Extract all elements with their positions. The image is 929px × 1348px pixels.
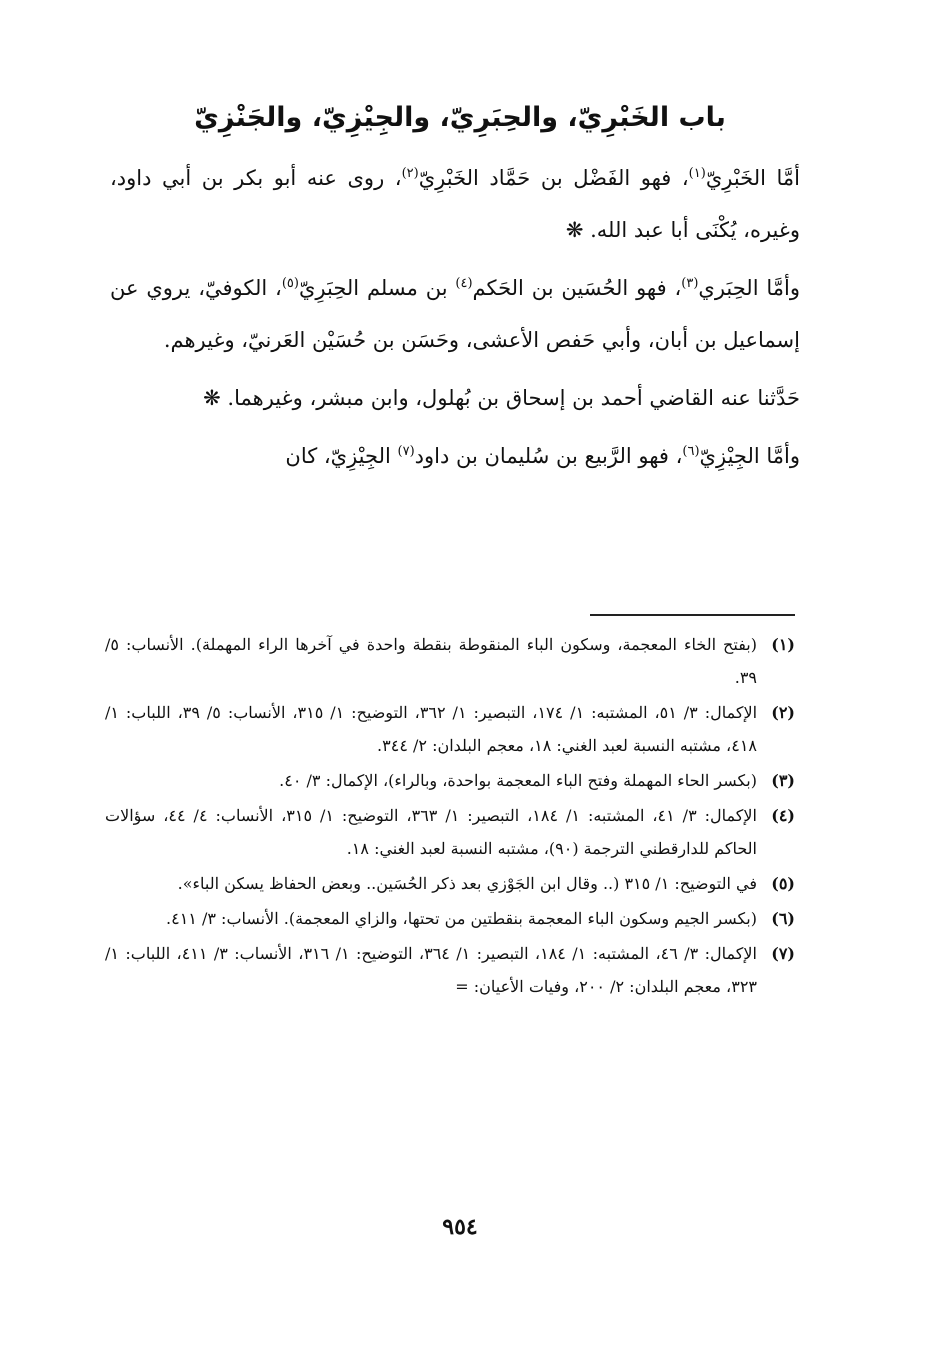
paragraph-text: ، روى عنه أبو بكر بن أبي داود، وغيره، يُكْنَى أبا عبد الله. ❋ <box>110 166 800 242</box>
footnote-6 <box>105 902 795 935</box>
footnote-text: (بفتح الخاء المعجمة، وسكون الباء المنقوطة بنقطة واحدة في آخرها الراء المهملة). الأنساب: ٥/ ٣٩. <box>105 635 757 687</box>
footnote-number: (٣) <box>771 771 795 790</box>
paragraph-khabri <box>110 152 800 256</box>
footnote-marker: (٦) <box>682 444 700 459</box>
footnote-text: (بكسر الجيم وسكون الباء المعجمة بنقطتين من تحتها، والزاي المعجمة). الأنساب: ٣/ ٤١١. <box>166 909 757 928</box>
chapter-title: باب الخَبْرِيّ، والحِبَرِيّ، والجِيْزِيّ، والجَنْزِيّ <box>194 102 726 133</box>
paragraph-text: بن مسلم الحِبَرِيّ <box>298 276 456 300</box>
paragraph-text: ، فهو الرَّبيع بن سُليمان بن داود <box>414 444 683 468</box>
footnote-marker: (٥) <box>281 276 299 291</box>
footnote-number: (٧) <box>771 944 795 963</box>
footnote-1 <box>105 628 795 694</box>
footnote-text: الإكمال: ٣/ ٤٦، المشتبه: ١/ ١٨٤، التبصير: ١/ ٣٦٤، التوضيح: ١/ ٣١٦، الأنساب: ٣/ ٤١١، اللباب: ١/ ٣٢٣، معجم البلدان: ٢/ ٢٠٠، وفيات الأعيان: = <box>105 944 757 996</box>
paragraph-text: ، فهو الفَضْل بن حَمَّاد الخَبْرِيّ <box>418 166 689 190</box>
paragraph-haddathana <box>110 372 800 424</box>
footnote-4 <box>105 799 795 865</box>
paragraph-text: وأمَّا الحِبَري <box>698 276 800 300</box>
footnote-number: (٤) <box>771 806 795 825</box>
page-number: ٩٥٤ <box>442 1214 478 1240</box>
paragraph-text: ، فهو الحُسَين بن الحَكم <box>472 276 682 300</box>
footnote-text: (بكسر الحاء المهملة وفتح الباء المعجمة بواحدة، وبالراء)، الإكمال: ٣/ ٤٠. <box>279 771 757 790</box>
footnote-2 <box>105 696 795 762</box>
footnote-number: (١) <box>771 635 795 654</box>
footnote-text: الإكمال: ٣/ ٤١، المشتبه: ١/ ١٨٤، التبصير: ١/ ٣٦٣، التوضيح: ١/ ٣١٥، الأنساب: ٤/ ٤٤، سؤالات الحاكم للدارقطني الترجمة (٩٠)، مشتبه النسبة لعبد الغني: ١٨. <box>105 806 757 858</box>
footnote-marker: (٢) <box>401 166 419 181</box>
footnote-number: (٦) <box>771 909 795 928</box>
footnote-number: (٥) <box>771 874 795 893</box>
footnote-text: في التوضيح: ١/ ٣١٥ (.. وقال ابن الجَوْزي بعد ذكر الحُسَين.. وبعض الحفاظ يسكن الباء». <box>177 874 757 893</box>
paragraph-hibari <box>110 262 800 366</box>
footnote-7 <box>105 937 795 1003</box>
footnote-5 <box>105 867 795 900</box>
footnote-number: (٢) <box>771 703 795 722</box>
footnote-separator <box>590 614 795 616</box>
footnote-text: الإكمال: ٣/ ٥١، المشتبه: ١/ ١٧٤، التبصير: ١/ ٣٦٢، التوضيح: ١/ ٣١٥، الأنساب: ٥/ ٣٩، اللباب: ١/ ٤١٨، مشتبه النسبة لعبد الغني: ١٨، معجم البلدان: ٢/ ٣٤٤. <box>105 703 758 755</box>
footnotes <box>105 628 795 1005</box>
paragraph-text: ، الكوفيّ، يروي عن إسماعيل بن أبان، وأبي حَفص الأعشى، وحَسَن بن حُسَيْن العَرنيّ، وغيرهم. <box>110 276 800 352</box>
footnote-marker: (٣) <box>681 276 699 291</box>
paragraph-text: أمَّا الخَبْرِيّ <box>705 166 801 190</box>
paragraph-jizi <box>110 430 800 482</box>
footnote-marker: (٤) <box>455 276 473 291</box>
paragraph-text: وأمَّا الجِيْزِيّ <box>699 444 800 468</box>
footnote-marker: (١) <box>688 166 706 181</box>
paragraph-text: حَدَّثنا عنه القاضي أحمد بن إسحاق بن بُهلول، وابن مبشر، وغيرهما. ❋ <box>203 386 800 410</box>
footnote-3 <box>105 764 795 797</box>
paragraph-text: الجِيْزِيّ، كان <box>285 444 398 468</box>
footnote-marker: (٧) <box>397 444 415 459</box>
main-text <box>110 152 800 488</box>
